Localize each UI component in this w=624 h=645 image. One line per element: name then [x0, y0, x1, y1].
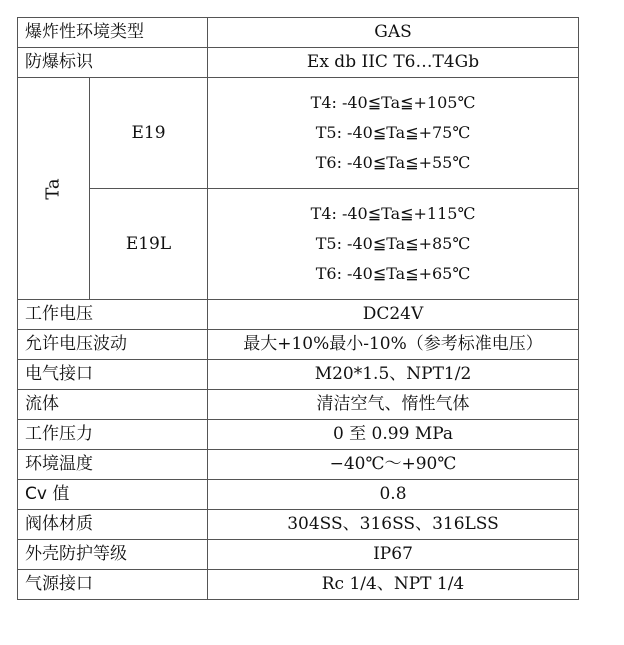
temp-range: T5: -40≦Ta≦+85℃	[315, 234, 471, 253]
table-row	[18, 450, 579, 480]
table-row	[18, 360, 579, 390]
label-cell: 爆炸性环境类型	[18, 18, 208, 48]
ta-label: Ta	[42, 177, 64, 200]
value-cell: 0.8	[208, 480, 579, 510]
value-cell: Ex db IIC T6…T4Gb	[208, 48, 579, 78]
table-row	[18, 18, 579, 48]
value-cell: 0 至 0.99 MPa	[208, 420, 579, 450]
model-cell: E19	[90, 78, 208, 189]
ta-label-cell	[18, 78, 90, 300]
label-cell: 工作电压	[18, 300, 208, 330]
range-list	[208, 78, 579, 189]
label-cell: 环境温度	[18, 450, 208, 480]
table-row	[18, 300, 579, 330]
range-list	[208, 189, 579, 300]
value-cell: DC24V	[208, 300, 579, 330]
temp-range: T6: -40≦Ta≦+65℃	[315, 264, 471, 283]
value-cell: IP67	[208, 540, 579, 570]
table-row	[18, 420, 579, 450]
temp-range: T5: -40≦Ta≦+75℃	[315, 123, 471, 142]
value-cell: 清洁空气、惰性气体	[208, 390, 579, 420]
table-row-ta-e19l	[18, 189, 579, 300]
value-cell: 304SS、316SS、316LSS	[208, 510, 579, 540]
label-cell: 流体	[18, 390, 208, 420]
table-row-ta-e19	[18, 78, 579, 189]
label-cell: Cv 值	[18, 480, 208, 510]
table-row	[18, 48, 579, 78]
table-row	[18, 540, 579, 570]
value-cell: M20*1.5、NPT1/2	[208, 360, 579, 390]
model-cell: E19L	[90, 189, 208, 300]
table-row	[18, 330, 579, 360]
temp-range: T4: -40≦Ta≦+115℃	[310, 204, 476, 223]
value-cell: −40℃～+90℃	[208, 450, 579, 480]
label-cell: 阀体材质	[18, 510, 208, 540]
label-cell: 防爆标识	[18, 48, 208, 78]
label-cell: 气源接口	[18, 570, 208, 600]
label-cell: 工作压力	[18, 420, 208, 450]
value-cell: GAS	[208, 18, 579, 48]
value-cell: 最大+10%最小-10%（参考标准电压）	[208, 330, 579, 360]
temp-range: T4: -40≦Ta≦+105℃	[310, 93, 476, 112]
temp-range: T6: -40≦Ta≦+55℃	[315, 153, 471, 172]
label-cell: 外壳防护等级	[18, 540, 208, 570]
table-row	[18, 390, 579, 420]
value-cell: Rc 1/4、NPT 1/4	[208, 570, 579, 600]
label-cell: 允许电压波动	[18, 330, 208, 360]
label-cell: 电气接口	[18, 360, 208, 390]
table-row	[18, 510, 579, 540]
spec-table	[17, 17, 579, 600]
table-row	[18, 570, 579, 600]
table-row	[18, 480, 579, 510]
